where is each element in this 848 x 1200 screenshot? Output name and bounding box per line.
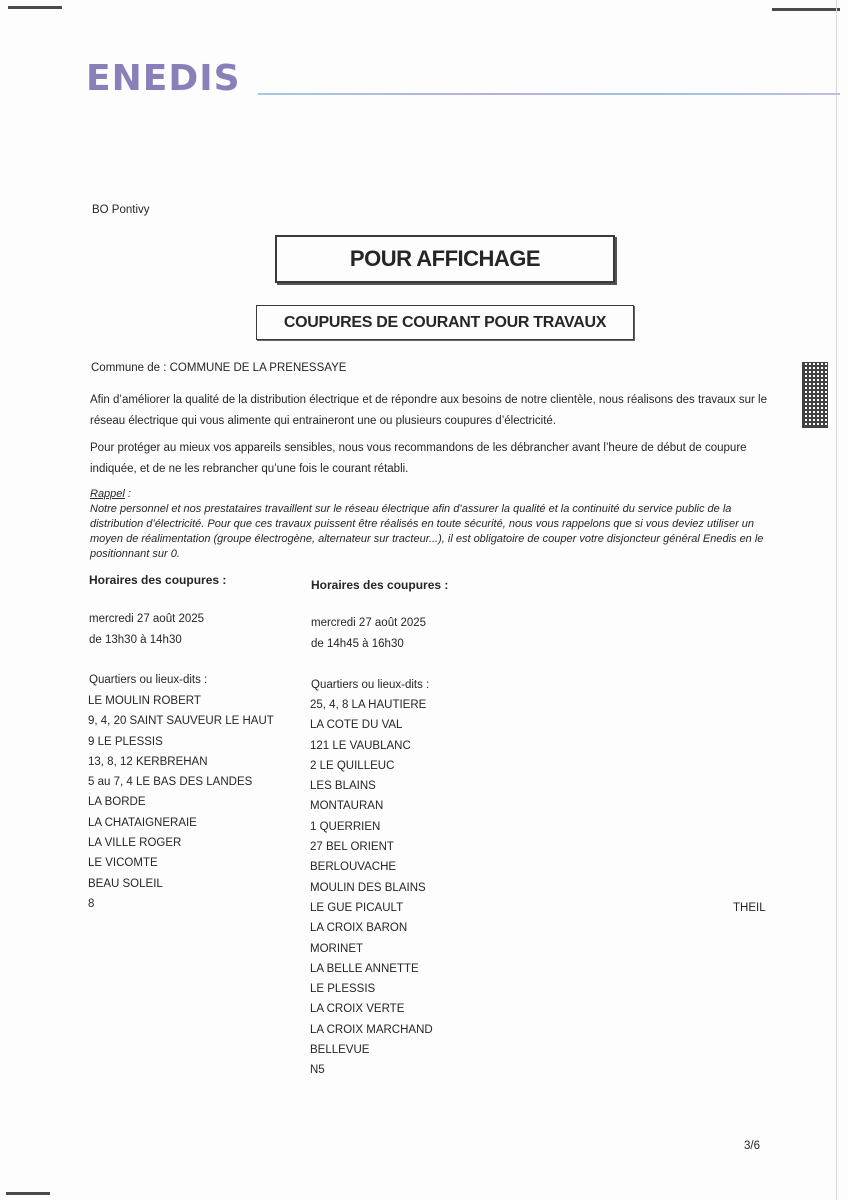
list-item: 27 BEL ORIENT: [310, 841, 394, 854]
list-item: 8: [88, 897, 95, 910]
schedule-heading-2: Horaires des coupures :: [311, 578, 449, 592]
scan-mark-top-right: [772, 8, 840, 11]
schedule-time-2: de 14h45 à 16h30: [311, 638, 404, 650]
list-item: BELLEVUE: [310, 1044, 370, 1057]
notice-subtitle: COUPURES DE COURANT POUR TRAVAUX: [283, 313, 607, 331]
list-item: LA VILLE ROGER: [88, 837, 182, 850]
rappel-label: Rappel: [90, 488, 125, 500]
places-label-2: Quartiers ou lieux-dits :: [311, 679, 430, 691]
rappel-block: Rappel : Notre personnel et nos prestataires travaillent sur le réseau électrique afin d’assurer la qualité et la continuité du service public de la distribution d’électricité. Pour que ces travaux puissent être réalisés en toute sécurité, nous vous rappelons que si vous deviez utiliser un moyen de réalimentation (groupe électrogène, alternateur sur tracteur...), il est obligatoire de couper votre disjoncteur général Enedis en le positionnant sur 0.: [90, 488, 764, 560]
list-item: 25, 4, 8 LA HAUTIERE: [310, 699, 427, 711]
list-item: LA BORDE: [88, 796, 146, 809]
list-item: 1 QUERRIEN: [310, 820, 381, 833]
list-item: LA BELLE ANNETTE: [310, 962, 419, 975]
places-list-1: [88, 691, 274, 914]
notice-title-box: [275, 235, 615, 283]
list-item: LES BLAINS: [310, 780, 376, 793]
notice-title: POUR AFFICHAGE: [349, 246, 541, 271]
list-item: LA CROIX VERTE: [310, 1003, 405, 1016]
list-item: 13, 8, 12 KERBREHAN: [88, 755, 208, 768]
page-number: 3/6: [744, 1140, 760, 1152]
list-item: LE VICOMTE: [88, 857, 158, 870]
list-item: LA CHATAIGNERAIE: [88, 816, 197, 829]
list-item: LE PLESSIS: [310, 983, 376, 996]
list-item: LE MOULIN ROBERT: [88, 695, 201, 707]
schedule-time-1: de 13h30 à 14h30: [89, 634, 182, 646]
list-item: LA CROIX BARON: [310, 922, 408, 935]
office-label: BO Pontivy: [92, 204, 150, 216]
notice-subtitle-box: [256, 305, 634, 340]
qr-code-icon: [802, 362, 828, 428]
schedule-heading-1: Horaires des coupures :: [89, 573, 227, 587]
enedis-logo: ENEDIS: [86, 58, 241, 99]
list-item: MOULIN DES BLAINS: [310, 881, 426, 894]
schedule-date-2: mercredi 27 août 2025: [311, 617, 427, 629]
list-item: BERLOUVACHE: [310, 861, 397, 874]
list-item: LA COTE DU VAL: [310, 719, 403, 732]
list-item: LE GUE PICAULT: [310, 901, 404, 914]
list-item: 121 LE VAUBLANC: [310, 739, 411, 752]
list-item: MONTAURAN: [310, 800, 384, 813]
list-item: BEAU SOLEIL: [88, 877, 163, 890]
scan-mark-bottom-left: [6, 1192, 50, 1195]
schedule-date-1: mercredi 27 août 2025: [89, 613, 205, 625]
places-list-2: [310, 695, 433, 1081]
list-item: 9, 4, 20 SAINT SAUVEUR LE HAUT: [88, 715, 274, 728]
list-item: MORINET: [310, 942, 364, 955]
list-item: 9 LE PLESSIS: [88, 735, 163, 748]
intro-paragraph: Afin d’améliorer la qualité de la distribution électrique et de répondre aux besoins de notre clientèle, nous réalisons des travaux sur le réseau électrique qui vous alimente qui entraineront une ou plusieurs coupures d’électricité.: [90, 394, 767, 427]
list-item: N5: [310, 1064, 325, 1077]
places-label-1: Quartiers ou lieux-dits :: [89, 674, 208, 686]
scan-mark-top-left: [8, 6, 62, 9]
list-item: LA CROIX MARCHAND: [310, 1023, 433, 1036]
header-rule: [258, 93, 840, 95]
rappel-text: Notre personnel et nos prestataires travaillent sur le réseau électrique afin d’assurer la qualité et la continuité du service public de la distribution d’électricité. Pour que ces travaux puissent être réalisés en toute sécurité, nous vous rappelons que si vous deviez utiliser un moyen de réalimentation (groupe électrogène, alternateur sur tracteur...), il est obligatoire de couper votre disjoncteur général Enedis en le positionnant sur 0.: [90, 503, 764, 560]
extra-place: THEIL: [733, 902, 766, 914]
list-item: 2 LE QUILLEUC: [310, 759, 395, 772]
list-item: 5 au 7, 4 LE BAS DES LANDES: [88, 776, 253, 789]
scan-edge: [836, 0, 837, 1200]
commune-line: Commune de : COMMUNE DE LA PRENESSAYE: [91, 362, 347, 374]
advice-paragraph: Pour protéger au mieux vos appareils sensibles, nous vous recommandons de les débrancher avant l’heure de début de coupure indiquée, et de ne les rebrancher qu’une fois le courant rétabli.: [90, 442, 747, 475]
